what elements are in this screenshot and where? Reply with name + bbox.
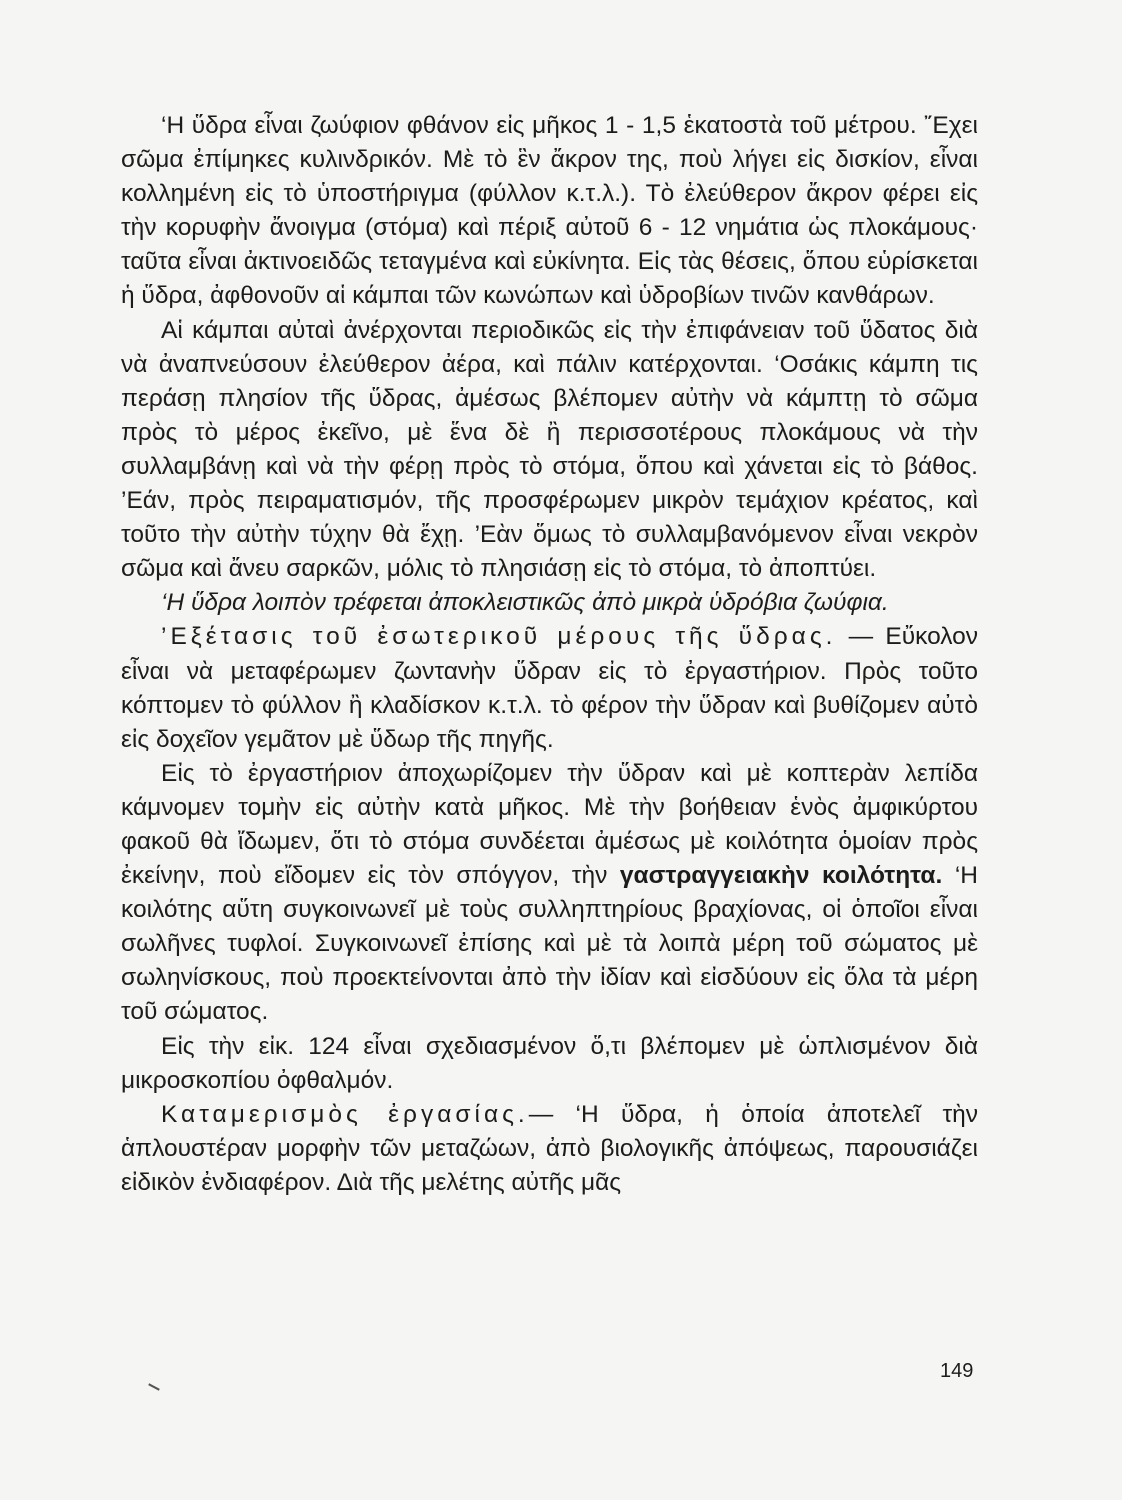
paragraph-7: [121, 1098, 978, 1200]
scan-mark: [148, 1383, 160, 1390]
section-heading-division-of-labor: Καταμερισμὸς ἐργασίας.: [161, 1100, 529, 1128]
paragraph-1: ‘Η ὕδρα εἶναι ζωύφιον φθάνον εἰς μῆκος 1 - 1,5 ἑκατοστὰ τοῦ μέτρου. ῎Εχει σῶμα ἐπίμηκες κυλινδρικόν. Μὲ τὸ ἓν ἄκρον της, ποὺ λήγει εἰς δισκίον, εἶναι κολλημένη εἰς τὸ ὑποστήριγμα (φύλλον κ.τ.λ.). Τὸ ἐλεύθερον ἄκρον φέρει εἰς τὴν κορυφὴν ἄνοιγμα (στόμα) καὶ πέριξ αὐτοῦ 6 - 12 νημάτια ὡς πλοκάμους· ταῦτα εἶναι ἀκτινοειδῶς τεταγμένα καὶ εὐκίνητα. Εἰς τὰς θέσεις, ὅπου εὑρίσκεται ἡ ὕδρα, ἀφθονοῦν αἱ κάμπαι τῶν κωνώπων καὶ ὑδροβίων τινῶν κανθάρων.: [121, 112, 978, 310]
paragraph-3-italic: ‘Η ὕδρα λοιπὸν τρέφεται ἀποκλειστικῶς ἀπὸ μικρὰ ὑδρόβια ζωύφια.: [161, 589, 889, 617]
paragraph-5-text-after: ‘Η κοιλότης αὕτη συγκοινωνεῖ μὲ τοὺς συλληπτηρίους βραχίονας, οἱ ὁποῖοι εἶναι σωλῆνες τυφλοί. Συγκοινωνεῖ ἐπίσης καὶ μὲ τὰ λοιπὰ μέρη τοῦ σώματος μὲ σωληνίσκους, ποὺ προεκτείνονται ἀπὸ τὴν ἰδίαν καὶ εἰσδύουν εἰς ὅλα τὰ μέρη τοῦ σώματος.: [121, 862, 978, 1026]
paragraph-5: [121, 757, 978, 1030]
paragraph-4-text: — Εὔκολον εἶναι νὰ μεταφέρωμεν ζωντανὴν ὕδραν εἰς τὸ ἐργαστήριον. Πρὸς τοῦτο κόπτομεν τὸ φύλλον ἢ κλαδίσκον κ.τ.λ. τὸ φέρον τὴν ὕδραν καὶ βυθίζομεν αὐτὸ εἰς δοχεῖον γεμᾶτον μὲ ὕδωρ τῆς πηγῆς.: [121, 623, 978, 753]
body-text: [121, 109, 978, 1200]
section-heading-examination: ’Εξέτασις τοῦ ἐσωτερικοῦ μέρους τῆς ὕδρας.: [161, 623, 837, 651]
paragraph-5-text-before: Εἰς τὸ ἐργαστήριον ἀποχωρίζομεν τὴν ὕδραν καὶ μὲ κοπτερὰν λεπίδα κάμνομεν τομὴν εἰς αὐτὴν κατὰ μῆκος. Μὲ τὴν βοήθειαν ἑνὸς ἀμφικύρτου φακοῦ θὰ ἴδωμεν, ὅτι τὸ στόμα συνδέεται ἀμέσως μὲ κοιλότητα ὁμοίαν πρὸς ἐκείνην, ποὺ εἴδομεν εἰς τὸν σπόγγον, τὴν: [121, 759, 978, 890]
bold-term-gastrovascular-cavity: γαστραγγειακὴν κοιλότητα.: [619, 862, 943, 890]
paragraph-6: Εἰς τὴν εἰκ. 124 εἶναι σχεδιασμένον ὅ,τι βλέπομεν μὲ ὡπλισμένον διὰ μικροσκοπίου ὀφθαλμόν.: [121, 1032, 978, 1094]
paragraph-4: [121, 620, 978, 756]
page-number: 149: [940, 1360, 974, 1382]
paragraph-2: Αἱ κάμπαι αὐταὶ ἀνέρχονται περιοδικῶς εἰς τὴν ἐπιφάνειαν τοῦ ὕδατος διὰ νὰ ἀναπνεύσουν ἐλεύθερον ἀέρα, καὶ πάλιν κατέρχονται. ‘Οσάκις κάμπη τις περάσῃ πλησίον τῆς ὕδρας, ἀμέσως βλέπομεν αὐτὴν νὰ κάμπτῃ τὸ σῶμα πρὸς τὸ μέρος ἐκεῖνο, μὲ ἕνα δὲ ἢ περισσοτέρους πλοκάμους νὰ τὴν συλλαμβάνῃ καὶ νὰ τὴν φέρῃ πρὸς τὸ στόμα, ὅπου καὶ χάνεται εἰς τὸ βάθος. ’Εάν, πρὸς πειραματισμόν, τῆς προσφέρωμεν μικρὸν τεμάχιον κρέατος, καὶ τοῦτο τὴν αὐτὴν τύχην θὰ ἔχῃ. ’Εὰν ὅμως τὸ συλλαμβανόμενον εἶναι νεκρὸν σῶμα καὶ ἄνευ σαρκῶν, μόλις τὸ πλησιάσῃ εἰς τὸ στόμα, τὸ ἀποπτύει.: [121, 316, 978, 583]
paragraph-7-text: — ‘Η ὕδρα, ἡ ὁποία ἀποτελεῖ τὴν ἁπλουστέραν μορφὴν τῶν μεταζώων, ἀπὸ βιολογικῆς ἀπόψεως, παρουσιάζει εἰδικὸν ἐνδιαφέρον. Διὰ τῆς μελέτης αὐτῆς μᾶς: [121, 1100, 979, 1196]
